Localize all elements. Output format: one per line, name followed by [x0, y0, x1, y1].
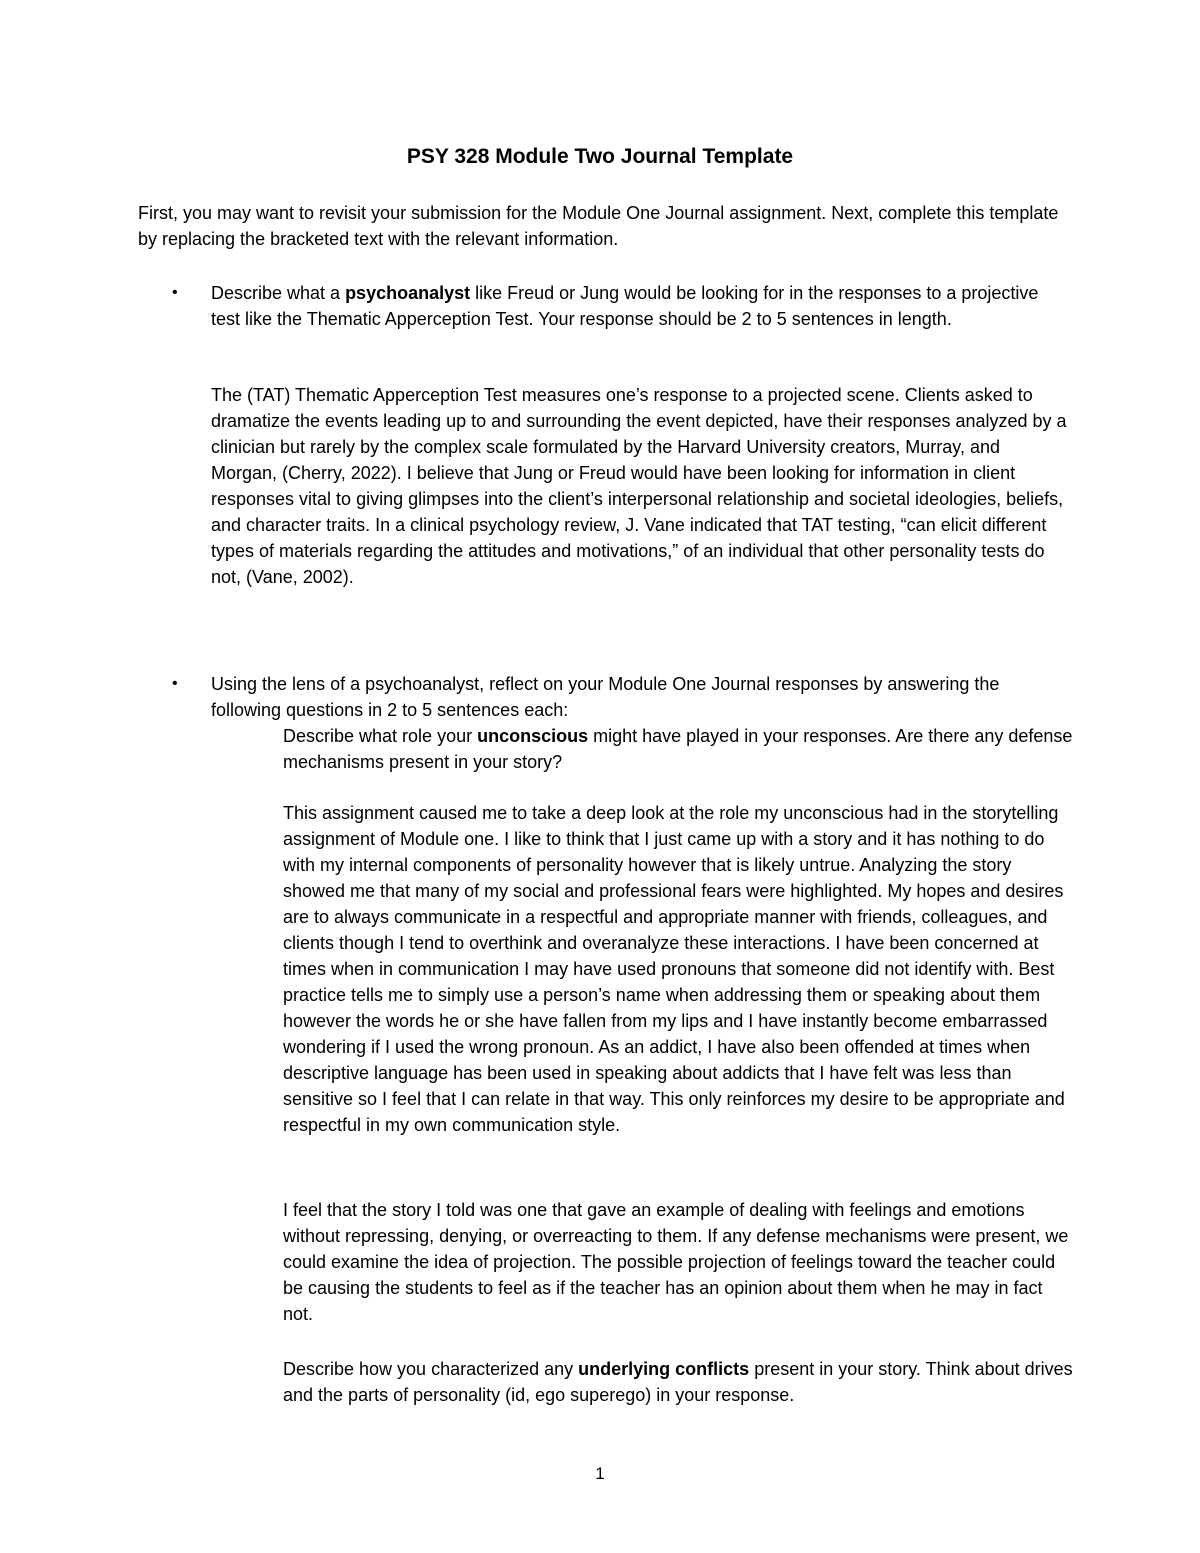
- question-1-start: Describe what role your: [283, 726, 478, 746]
- bullet-2-marker: •: [172, 675, 178, 692]
- answer-1-paragraph: The (TAT) Thematic Apperception Test measures one’s response to a projected scene. Clients asked to dramatize the events leading up to and surrounding the event depicted, have their responses analyzed by a clinician but rarely by the complex scale formulated by the Harvard University creators, Murray, and Morgan, (Cherry, 2022). I believe that Jung or Freud would have been looking for information in client responses vital to giving glimpses into the client’s interpersonal relationship and societal ideologies, beliefs, and character traits. In a clinical psychology review, J. Vane indicated that TAT testing, “can elicit different types of materials regarding the attitudes and motivations,” of an individual that other personality tests do not, (Vane, 2002).: [211, 385, 1067, 587]
- page-number: 1: [595, 1464, 605, 1483]
- bullet-2-prompt: Using the lens of a psychoanalyst, reflect on your Module One Journal responses by answering the following questions in 2 to 5 sentences each:: [211, 674, 1000, 720]
- question-2: [283, 1356, 1073, 1408]
- bullet-1-prompt-start: Describe what a: [211, 283, 346, 303]
- bullet-1-prompt: [211, 280, 1071, 332]
- bullet-1-marker: •: [172, 284, 178, 301]
- answer-2-paragraph: This assignment caused me to take a deep look at the role my unconscious had in the storytelling assignment of Module one. I like to think that I just came up with a story and it has nothing to do with my internal components of personality however that is likely untrue. Analyzing the story showed me that many of my social and professional fears were highlighted. My hopes and desires are to always communicate in a respectful and appropriate manner with friends, colleagues, and clients though I tend to overthink and overanalyze these interactions. I have been concerned at times when in communication I may have used pronouns that someone did not identify with. Best practice tells me to simply use a person’s name when addressing them or speaking about them however the words he or she have fallen from my lips and I have instantly become embarrassed wondering if I used the wrong pronoun. As an addict, I have also been offended at times when descriptive language has been used in speaking about addicts that I have felt was less than sensitive so I feel that I can relate in that way. This only reinforces my desire to be appropriate and respectful in my own communication style.: [283, 803, 1065, 1135]
- answer-3-paragraph: I feel that the story I told was one that gave an example of dealing with feelings and emotions without repressing, denying, or overreacting to them. If any defense mechanisms were present, we could examine the idea of projection. The possible projection of feelings toward the teacher could be causing the students to feel as if the teacher has an opinion about them when he may in fact not.: [283, 1200, 1069, 1324]
- bullet-1-prompt-end: like Freud or Jung would be looking for in the responses to a projective test like the Thematic Apperception Test. Your response should be 2 to 5 sentences in length.: [211, 283, 1039, 329]
- question-1: [283, 723, 1073, 775]
- question-1-end: might have played in your responses. Are there any defense mechanisms present in your story?: [283, 726, 1073, 772]
- intro-paragraph: First, you may want to revisit your submission for the Module One Journal assignment. Next, complete this template by replacing the bracketed text with the relevant information.: [138, 203, 1059, 249]
- question-1-bold: unconscious: [477, 726, 589, 746]
- page-title: PSY 328 Module Two Journal Template: [406, 145, 794, 168]
- question-2-end: present in your story. Think about drives and the parts of personality (id, ego superego) in your response.: [283, 1359, 1073, 1405]
- bullet-1-prompt-bold: psychoanalyst: [345, 283, 471, 303]
- question-2-bold: underlying conflicts: [578, 1359, 750, 1379]
- question-2-start: Describe how you characterized any: [283, 1359, 579, 1379]
